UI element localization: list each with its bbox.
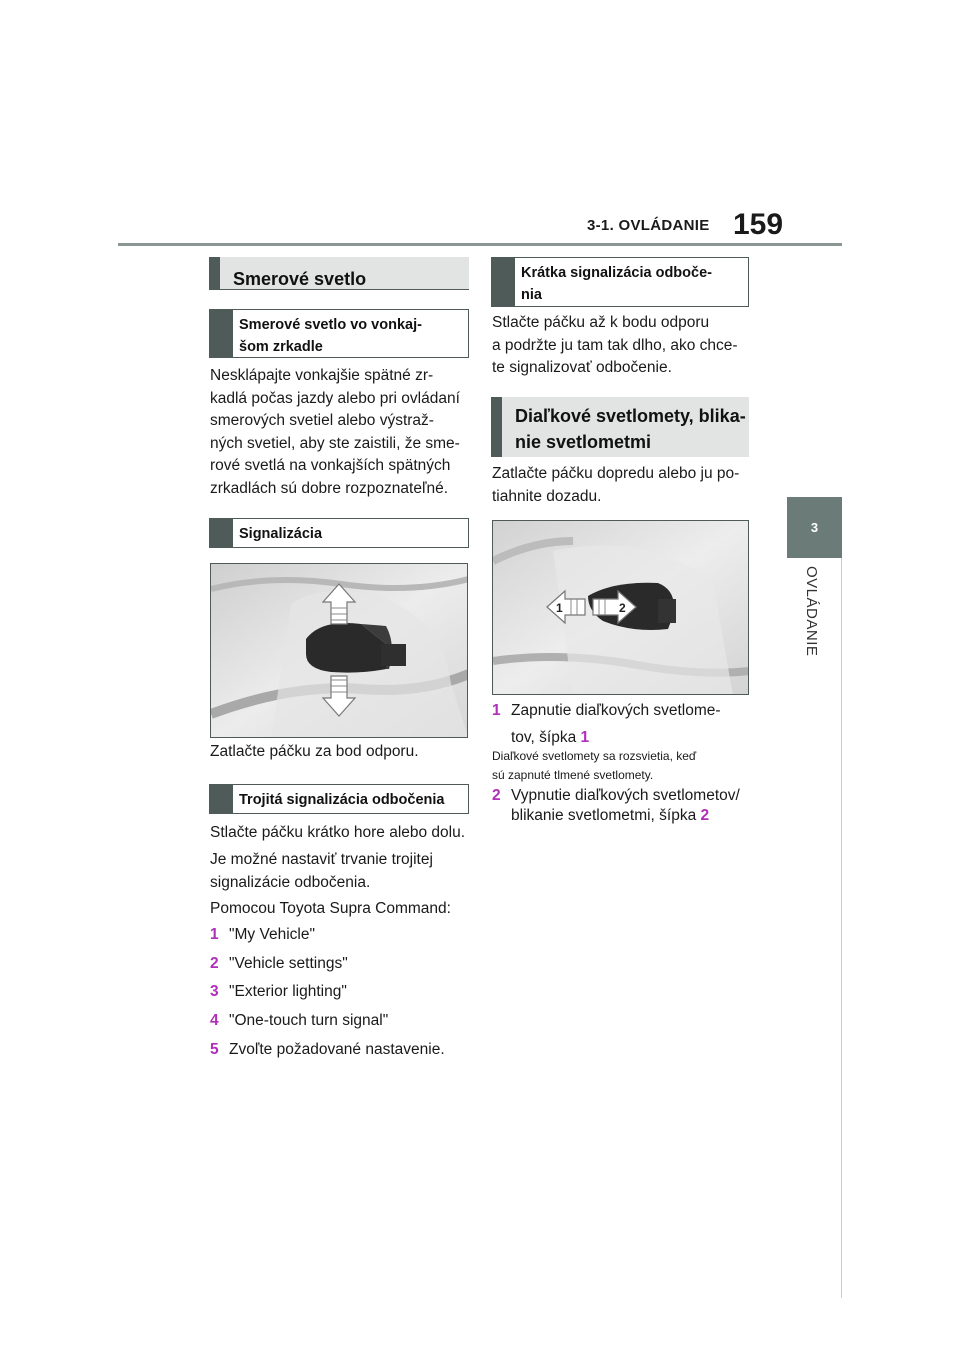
step-number: 5 [210, 1040, 219, 1058]
signal-caption: Zatlačte páčku za bod odporu. [210, 743, 419, 760]
page-number: 159 [733, 208, 784, 241]
mirror-paragraph [210, 365, 472, 500]
item-text: blikanie svetlometmi, šípka [511, 807, 697, 824]
step-text: "Exterior lighting" [229, 983, 347, 1001]
text-line: te signalizovať odbočenie. [492, 359, 672, 376]
high-beam-item-1 [492, 700, 752, 749]
subheading-mirror-signal [209, 309, 469, 358]
triple-paragraph-2 [210, 849, 433, 894]
steps-list [210, 921, 445, 1065]
arrow-ref: 2 [700, 807, 710, 824]
item-text: tov, šípka [511, 728, 577, 746]
text-line: zrkadlách sú dobre rozpoznateľné. [210, 479, 449, 497]
list-item [492, 700, 752, 723]
subheading-line: Smerové svetlo vo vonkaj- [239, 317, 422, 333]
subheading-signal-text: Signalizácia [239, 526, 323, 542]
list-item [210, 978, 445, 1007]
text-line: Nesklápajte vonkajšie spätné zr- [210, 367, 434, 384]
step-number: 4 [210, 1012, 219, 1030]
text-line: tiahnite dozadu. [492, 487, 602, 505]
heading-line: nie svetlometmi [515, 432, 652, 452]
arrow-1-label: 1 [556, 601, 563, 615]
triple-paragraph-3: Pomocou Toyota Supra Command: [210, 900, 451, 917]
triple-paragraph-1: Stlačte páčku krátko hore alebo dolu. [210, 824, 466, 841]
list-item [210, 1036, 445, 1065]
lever-forward-back-arrows-image [493, 521, 749, 695]
subheading-signal [209, 518, 469, 548]
text-line: sú zapnuté tlmené svetlomety. [492, 767, 654, 782]
step-text: "My Vehicle" [229, 926, 315, 943]
list-item-continuation [492, 806, 752, 826]
list-item-continuation [492, 727, 752, 750]
subheading-line: Krátka signalizácia odboče- [521, 265, 712, 281]
text-line: Stlačte páčku až k bodu odporu [492, 314, 710, 331]
text-line: ných svetiel, aby ste zaistili, že sme- [210, 434, 460, 452]
text-line: kadlá počas jazdy alebo pri ovládaní [210, 389, 460, 407]
text-line: Zatlačte páčku dopredu alebo ju po- [492, 465, 740, 482]
item-number: 1 [492, 702, 501, 719]
section-title: 3-1. OVLÁDANIE [587, 217, 710, 234]
subheading-triple [209, 784, 469, 814]
high-beam-note [492, 747, 696, 784]
subheading-line: šom zrkadle [239, 339, 323, 355]
item-number: 2 [492, 787, 501, 804]
list-item [210, 921, 445, 950]
subheading-triple-text: Trojitá signalizácia odbočenia [239, 792, 445, 808]
heading-underline [209, 289, 469, 290]
step-text: "One-touch turn signal" [229, 1012, 389, 1030]
chapter-label: OVLÁDANIE [803, 566, 820, 657]
text-line: signalizácie odbočenia. [210, 873, 371, 891]
lever-up-down-arrows-image [211, 564, 468, 738]
heading-turn-signal [209, 257, 469, 289]
text-line: smerových svetiel alebo výstraž- [210, 412, 434, 429]
text-line: a podržte ju tam tak dlho, ako chce- [492, 336, 738, 354]
arrow-2-label: 2 [619, 601, 626, 615]
text-line: Diaľkové svetlomety sa rozsvietia, keď [492, 749, 697, 763]
step-number: 1 [210, 926, 219, 943]
chapter-divider [841, 558, 842, 1298]
text-line: rové svetlá na vonkajších spätných [210, 457, 451, 474]
step-number: 3 [210, 983, 219, 1001]
item-text: Vypnutie diaľkových svetlometov/ [511, 787, 740, 804]
figure-high-beam-lever [492, 520, 749, 695]
arrow-ref: 1 [580, 728, 590, 746]
text-line: Je možné nastaviť trvanie trojitej [210, 851, 433, 868]
figure-signal-lever [210, 563, 468, 738]
short-signal-paragraph [492, 312, 738, 380]
step-text: "Vehicle settings" [229, 954, 348, 972]
subheading-line: nia [521, 287, 542, 303]
list-item [492, 786, 752, 806]
subheading-short-signal [491, 257, 749, 307]
chapter-tab: 3 [787, 497, 842, 558]
high-beam-paragraph [492, 463, 739, 508]
list-item [210, 950, 445, 979]
heading-turn-signal-text: Smerové svetlo [233, 269, 367, 289]
item-text: Zapnutie diaľkových svetlome- [511, 702, 721, 719]
high-beam-item-2 [492, 786, 752, 826]
heading-line: Diaľkové svetlomety, blika- [515, 406, 746, 426]
heading-high-beam [491, 397, 749, 457]
step-number: 2 [210, 954, 219, 972]
list-item [210, 1007, 445, 1036]
header-rule [118, 243, 842, 246]
step-text: Zvoľte požadované nastavenie. [229, 1040, 445, 1058]
